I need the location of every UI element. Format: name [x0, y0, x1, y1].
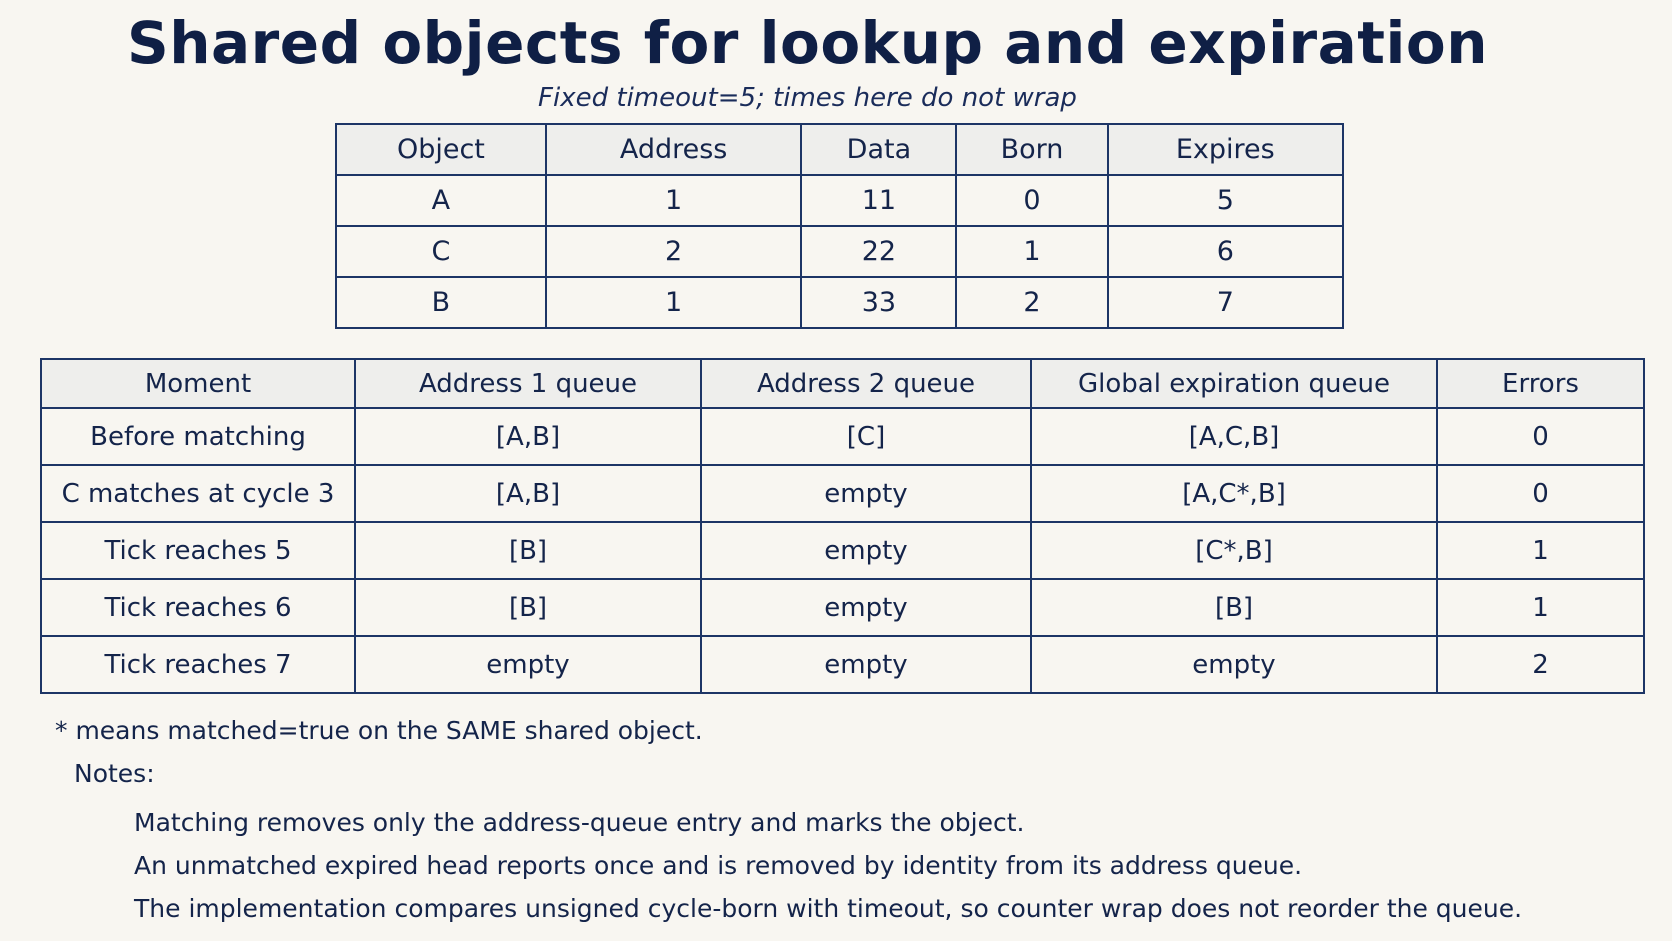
table-row [41, 579, 1644, 636]
objects-table-header-row [336, 124, 1343, 175]
table-cell: [A,C,B] [1031, 408, 1437, 465]
moments-table [40, 358, 1645, 694]
header-born: Born [956, 124, 1107, 175]
table-cell: 0 [1437, 465, 1644, 522]
table-cell: C matches at cycle 3 [41, 465, 355, 522]
header-address: Address [546, 124, 802, 175]
table-cell: [C*,B] [1031, 522, 1437, 579]
notes-list [134, 801, 1522, 930]
table-cell: [B] [1031, 579, 1437, 636]
header-moment: Moment [41, 359, 355, 408]
table-cell: [B] [355, 579, 701, 636]
header-address-1-queue: Address 1 queue [355, 359, 701, 408]
footnote: * means matched=true on the SAME shared object. [55, 716, 703, 745]
table-cell: 1 [1437, 579, 1644, 636]
note-item: An unmatched expired head reports once and is removed by identity from its address queue. [134, 851, 1303, 880]
header-expires: Expires [1108, 124, 1343, 175]
table-cell: [A,B] [355, 465, 701, 522]
header-data: Data [801, 124, 956, 175]
page-subtitle: Fixed timeout=5; times here do not wrap [538, 83, 1077, 113]
table-cell: 1 [956, 226, 1107, 277]
note-item: The implementation compares unsigned cycle-born with timeout, so counter wrap does not reorder the queue. [134, 894, 1523, 923]
table-cell: A [336, 175, 546, 226]
table-row [41, 522, 1644, 579]
table-cell: Before matching [41, 408, 355, 465]
table-row [336, 226, 1343, 277]
table-cell: 1 [546, 277, 802, 328]
table-row [336, 175, 1343, 226]
notes-label: Notes: [74, 759, 155, 788]
table-cell: empty [701, 465, 1031, 522]
table-cell: [C] [701, 408, 1031, 465]
table-cell: 7 [1108, 277, 1343, 328]
table-cell: B [336, 277, 546, 328]
table-cell: empty [701, 636, 1031, 693]
table-cell: 1 [546, 175, 802, 226]
table-row [41, 408, 1644, 465]
note-item: Matching removes only the address-queue entry and marks the object. [134, 808, 1025, 837]
table-cell: 2 [546, 226, 802, 277]
table-cell: 2 [956, 277, 1107, 328]
table-cell: 2 [1437, 636, 1644, 693]
table-cell: 6 [1108, 226, 1343, 277]
table-cell: empty [1031, 636, 1437, 693]
table-row [336, 277, 1343, 328]
table-row [41, 636, 1644, 693]
table-cell: empty [701, 579, 1031, 636]
table-cell: Tick reaches 5 [41, 522, 355, 579]
table-cell: 22 [801, 226, 956, 277]
table-cell: 0 [956, 175, 1107, 226]
table-cell: 5 [1108, 175, 1343, 226]
header-object: Object [336, 124, 546, 175]
objects-table [335, 123, 1344, 329]
table-row [41, 465, 1644, 522]
table-cell: 33 [801, 277, 956, 328]
header-errors: Errors [1437, 359, 1644, 408]
table-cell: empty [355, 636, 701, 693]
table-cell: 11 [801, 175, 956, 226]
table-cell: 0 [1437, 408, 1644, 465]
table-cell: [A,B] [355, 408, 701, 465]
table-cell: Tick reaches 6 [41, 579, 355, 636]
table-cell: empty [701, 522, 1031, 579]
table-cell: 1 [1437, 522, 1644, 579]
page-title: Shared objects for lookup and expiration [126, 9, 1489, 77]
moments-table-header-row [41, 359, 1644, 408]
header-address-2-queue: Address 2 queue [701, 359, 1031, 408]
table-cell: [A,C*,B] [1031, 465, 1437, 522]
table-cell: Tick reaches 7 [41, 636, 355, 693]
table-cell: [B] [355, 522, 701, 579]
header-global-expiration-queue: Global expiration queue [1031, 359, 1437, 408]
table-cell: C [336, 226, 546, 277]
